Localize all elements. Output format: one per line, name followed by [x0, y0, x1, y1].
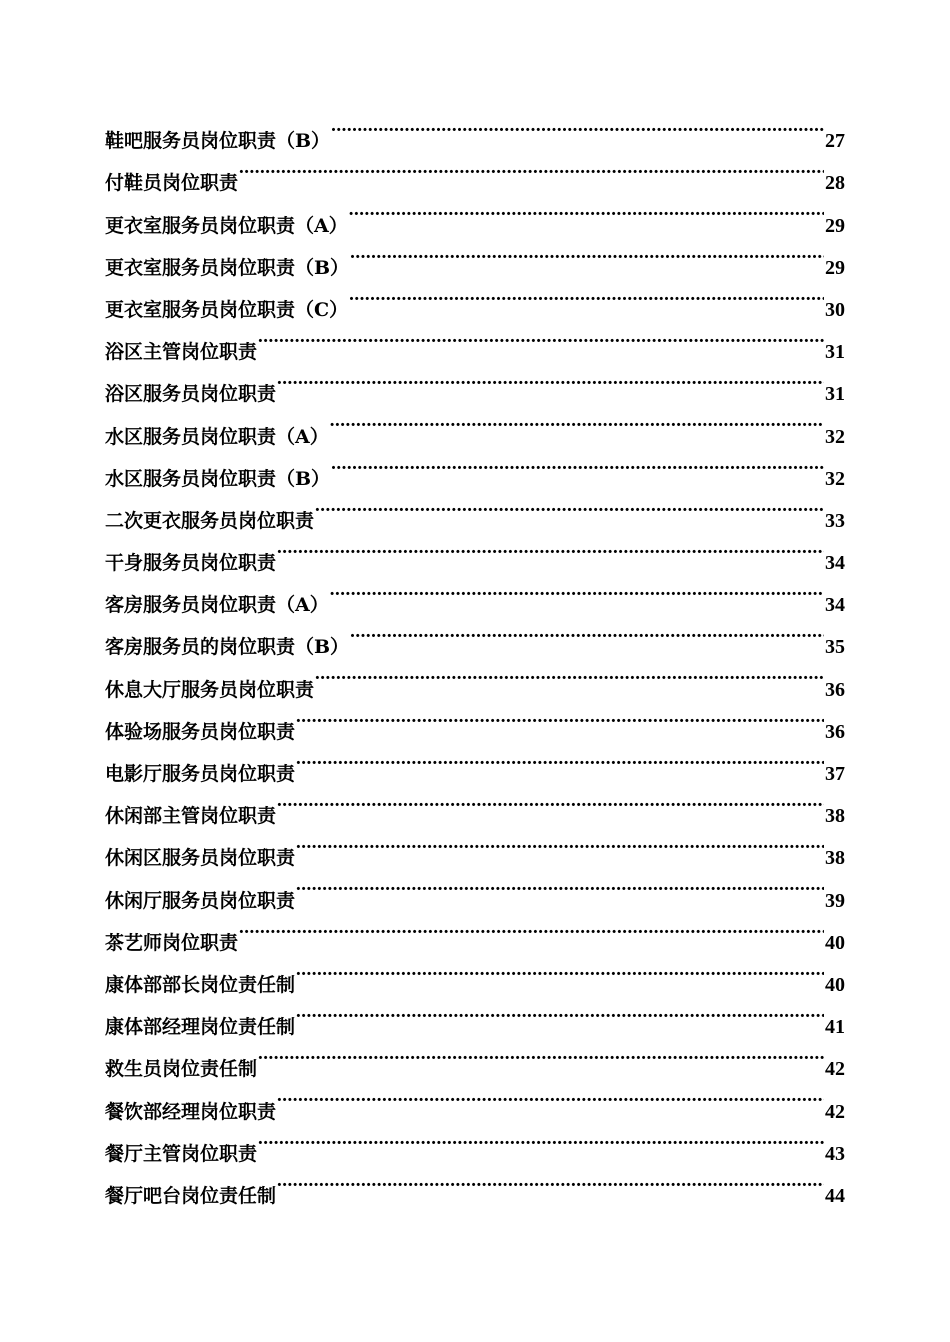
toc-entry-page: 28 — [825, 172, 845, 195]
toc-dot-leader — [296, 822, 824, 864]
toc-entry-title: 餐厅吧台岗位责任制 — [105, 1184, 277, 1207]
toc-entry-title: 更衣室服务员岗位职责（B） — [105, 256, 350, 279]
toc-dot-leader — [277, 780, 824, 822]
toc-entry-title: 鞋吧服务员岗位职责（B） — [105, 130, 331, 153]
toc-entry-page: 41 — [825, 1016, 845, 1039]
toc-entry-title: 餐厅主管岗位职责 — [105, 1142, 258, 1165]
toc-dot-leader — [349, 274, 824, 316]
toc-entry-title: 休闲部主管岗位职责 — [105, 805, 277, 828]
toc-entry-page: 36 — [825, 720, 845, 743]
toc-dot-leader — [296, 991, 824, 1033]
toc-dot-leader — [277, 1160, 824, 1202]
toc-dot-leader — [296, 738, 824, 780]
toc-entry-page: 42 — [825, 1100, 845, 1123]
toc-entry-page: 42 — [825, 1058, 845, 1081]
toc-entry-page: 27 — [825, 130, 845, 153]
toc-entry-title: 更衣室服务员岗位职责（C） — [105, 298, 349, 321]
toc-dot-leader — [296, 696, 824, 738]
toc-entry-title: 休闲区服务员岗位职责 — [105, 847, 296, 870]
toc-entry-page: 36 — [825, 678, 845, 701]
toc-dot-leader — [258, 316, 824, 358]
toc-dot-leader — [277, 358, 824, 400]
toc-entry-title: 康体部经理岗位责任制 — [105, 1016, 296, 1039]
toc-entry-title: 电影厅服务员岗位职责 — [105, 763, 296, 785]
toc-entry-page: 38 — [825, 805, 845, 828]
toc-entry-title: 水区服务员岗位职责（B） — [105, 467, 331, 490]
toc-entry-title: 休闲厅服务员岗位职责 — [105, 889, 296, 912]
toc-entry-page: 40 — [825, 931, 845, 954]
toc-entry-title: 客房服务员岗位职责（A） — [105, 594, 329, 617]
toc-dot-leader — [315, 653, 824, 695]
toc-dot-leader — [315, 485, 824, 527]
toc-entry-title: 休息大厅服务员岗位职责 — [105, 678, 315, 701]
toc-entry-page: 44 — [825, 1184, 845, 1207]
toc-entry-page: 31 — [825, 341, 845, 364]
toc-entry-title: 浴区主管岗位职责 — [105, 341, 258, 364]
toc-dot-leader — [239, 907, 824, 949]
toc-dot-leader — [331, 105, 824, 147]
toc-entry-title: 体验场服务员岗位职责 — [105, 720, 296, 743]
toc-entry-title: 餐饮部经理岗位职责 — [105, 1100, 277, 1123]
toc-dot-leader — [277, 1075, 824, 1117]
toc-entry-title: 客房服务员的岗位职责（B） — [105, 636, 350, 659]
toc-entry-page: 32 — [825, 467, 845, 490]
toc-dot-leader — [258, 1118, 824, 1160]
toc-entry-title: 康体部部长岗位责任制 — [105, 973, 296, 996]
toc-entry-page: 29 — [825, 256, 845, 279]
toc-entry-title: 二次更衣服务员岗位职责 — [105, 509, 315, 532]
toc-entry-page: 43 — [825, 1142, 845, 1165]
toc-dot-leader — [330, 400, 824, 442]
toc-entry-page: 29 — [825, 214, 845, 237]
toc-dot-leader — [239, 147, 824, 189]
toc-entry-page: 39 — [825, 889, 845, 912]
toc-dot-leader — [350, 611, 824, 653]
toc-entry-page: 30 — [825, 298, 845, 321]
toc-dot-leader — [296, 949, 824, 991]
toc-entry-title: 付鞋员岗位职责 — [105, 172, 239, 195]
toc-entry-title: 浴区服务员岗位职责 — [105, 383, 277, 406]
toc-entry-page: 34 — [825, 552, 845, 575]
toc-entry-page: 31 — [825, 383, 845, 406]
toc-entry-page: 37 — [825, 763, 845, 785]
toc-entry-title: 干身服务员岗位职责 — [105, 552, 277, 575]
toc-entry-page: 34 — [825, 594, 845, 617]
toc-dot-leader — [258, 1033, 824, 1075]
toc-entry-title: 救生员岗位责任制 — [105, 1058, 258, 1081]
toc-dot-leader — [296, 864, 824, 906]
toc-entry-title: 茶艺师岗位职责 — [105, 931, 239, 954]
toc-entry-page: 40 — [825, 973, 845, 996]
toc-entry-page: 33 — [825, 509, 845, 532]
toc-entry[interactable] — [105, 105, 845, 153]
toc-entry-page: 35 — [825, 636, 845, 659]
toc-dot-leader — [331, 443, 824, 485]
toc-entry-title: 水区服务员岗位职责（A） — [105, 425, 329, 448]
toc-dot-leader — [277, 527, 824, 569]
toc-entry-page: 32 — [825, 425, 845, 448]
toc-dot-leader — [349, 189, 824, 231]
toc-dot-leader — [330, 569, 824, 611]
toc-dot-leader — [350, 232, 824, 274]
toc-entry-page: 38 — [825, 847, 845, 870]
toc-entry-title: 更衣室服务员岗位职责（A） — [105, 214, 348, 237]
table-of-contents — [105, 105, 845, 1207]
